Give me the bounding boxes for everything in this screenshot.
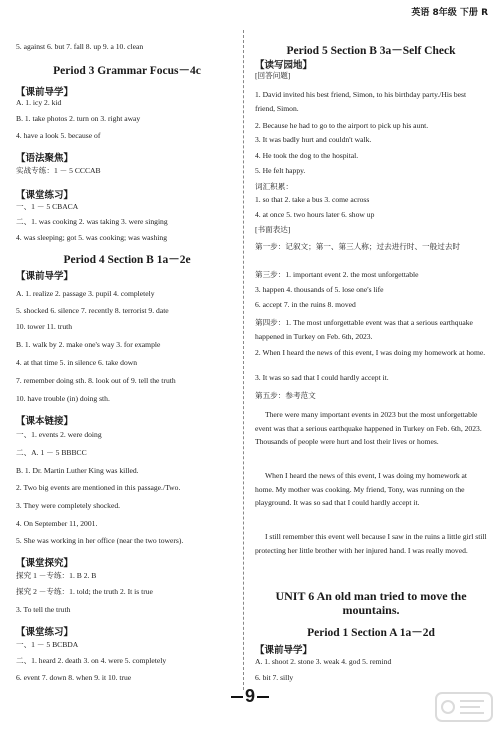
answer-line: 二、1. was cooking 2. was taking 3. were singing <box>16 217 168 226</box>
answer-line: 10. tower 11. truth <box>16 322 73 331</box>
answer-line: 3. To tell the truth <box>16 605 71 614</box>
answer-line: 第五步：参考范文 <box>255 391 316 400</box>
section-heading: 【课前导学】 <box>16 88 74 98</box>
page-number: 9 <box>0 686 500 707</box>
answer-line: 一、1 － 5 CBACA <box>16 202 79 211</box>
answer-line: 3. They were completely shocked. <box>16 501 121 510</box>
answer-line: 7. remember doing sth. 8. look out of 9. tell the truth <box>16 376 176 385</box>
answer-line: A. 1. icy 2. kid <box>16 98 62 107</box>
period-heading: Period 4 Section B 1a－2e <box>63 254 191 266</box>
answer-line: 10. have trouble (in) doing sth. <box>16 394 110 403</box>
answer-line: 4. On September 11, 2001. <box>16 519 98 528</box>
essay-paragraph: When I heard the news of this event, I was doing my homework at home. My mother was cooking. My friend, Tony, was running on the playground. It was so sad that I could hardly accept it. <box>255 471 468 507</box>
answer-paragraph: 第四步：1. The most unforgettable event was that a serious earthquake happened in Turkey on Feb. 6th, 2023. <box>255 318 473 341</box>
essay-paragraph: I still remember this event well because I saw in the ruins a little girl still protecting her little brother with her injured hand. I was really moved. <box>255 532 487 555</box>
section-heading: 【课堂练习】 <box>16 191 74 201</box>
answer-line: 3. happen 4. thousands of 5. lose one's life <box>255 285 384 294</box>
section-heading: 【课本链接】 <box>16 417 74 427</box>
answer-line: 探究 2 －专练：1. told; the truth 2. It is true <box>16 587 153 596</box>
answer-line: 6. accept 7. in the ruins 8. moved <box>255 300 356 309</box>
answer-paragraph: 1. David invited his best friend, Simon, to his birthday party./His best friend, Simon. <box>255 90 467 113</box>
period-heading: Period 3 Grammar Focus－4c <box>53 65 201 77</box>
essay-paragraph: There were many important events in 2023 but the most unforgettable event was that a serious earthquake happened in Turkey on Feb. 6th, 2023. Thousands of people were hurt and lost their lives or homes. <box>255 410 482 446</box>
answer-line: 二、1. heard 2. death 3. on 4. were 5. completely <box>16 656 167 665</box>
answer-line: B. 1. Dr. Martin Luther King was killed. <box>16 466 139 475</box>
period-heading: Period 5 Section B 3a－Self Check <box>286 45 456 57</box>
answer-line: A. 1. realize 2. passage 3. pupil 4. completely <box>16 289 155 298</box>
page-header: 英语 8年级 下册 R <box>411 8 488 18</box>
answer-line: 3. It was badly hurt and couldn't walk. <box>255 135 372 144</box>
section-heading: 【课前导学】 <box>16 272 74 282</box>
answer-line: 词汇积累： <box>255 182 293 191</box>
answer-line: 二、A. 1 － 5 BBBCC <box>16 448 87 457</box>
answer-line: 实战专练：1 － 5 CCCAB <box>16 166 101 175</box>
answer-line: 4. He took the dog to the hospital. <box>255 151 359 160</box>
section-heading: 【语法聚焦】 <box>16 154 74 164</box>
answer-line: 一、1 － 5 BCBDA <box>16 640 79 649</box>
answer-line: [回答问题] <box>255 71 291 80</box>
answer-paragraph: 第一步：记叙文；第一、第三人称；过去进行时、一般过去时 <box>255 242 461 251</box>
section-heading: 【课前导学】 <box>255 646 313 656</box>
section-heading: 【读写园地】 <box>255 61 313 71</box>
answer-line: 3. It was so sad that I could hardly accept it. <box>255 373 389 382</box>
answer-line: 4. at that time 5. in silence 6. take down <box>16 358 138 367</box>
answer-line: 一、1. events 2. were doing <box>16 430 102 439</box>
watermark-logo-icon <box>434 687 494 727</box>
answer-line: 探究 1 －专练：1. B 2. B <box>16 571 97 580</box>
section-heading: 【课堂练习】 <box>16 628 74 638</box>
answer-line: 第三步：1. important event 2. the most unforgettable <box>255 270 419 279</box>
period-heading: Period 1 Section A 1a－2d <box>307 627 435 639</box>
answer-line: A. 1. shoot 2. stone 3. weak 4. god 5. remind <box>255 657 392 666</box>
column-divider <box>243 30 244 690</box>
unit-heading: UNIT 6 An old man tried to move the mountains. <box>275 589 467 617</box>
answer-line: [书面表达] <box>255 225 291 234</box>
answer-line: 4. was sleeping; got 5. was cooking; was washing <box>16 233 168 242</box>
answer-line: B. 1. walk by 2. make one's way 3. for example <box>16 340 161 349</box>
answer-line: 4. have a look 5. because of <box>16 131 101 140</box>
answer-line: 5. against 6. but 7. fall 8. up 9. a 10. clean <box>16 42 144 51</box>
answer-line: 2. Two big events are mentioned in this passage./Two. <box>16 483 181 492</box>
answer-line: 5. She was working in her office (near the two towers). <box>16 536 184 545</box>
answer-paragraph: 2. When I heard the news of this event, I was doing my homework at home. <box>255 348 486 357</box>
section-heading: 【课堂探究】 <box>16 559 74 569</box>
answer-line: 5. shocked 6. silence 7. recently 8. terrorist 9. date <box>16 306 169 315</box>
answer-line: 2. Because he had to go to the airport to pick up his aunt. <box>255 121 429 130</box>
answer-line: B. 1. take photos 2. turn on 3. right away <box>16 114 141 123</box>
answer-line: 1. so that 2. take a bus 3. come across <box>255 195 370 204</box>
answer-line: 5. He felt happy. <box>255 166 306 175</box>
answer-line: 6. event 7. down 8. when 9. it 10. true <box>16 673 132 682</box>
answer-line: 4. at once 5. two hours later 6. show up <box>255 210 375 219</box>
answer-line: 6. bit 7. silly <box>255 673 294 682</box>
